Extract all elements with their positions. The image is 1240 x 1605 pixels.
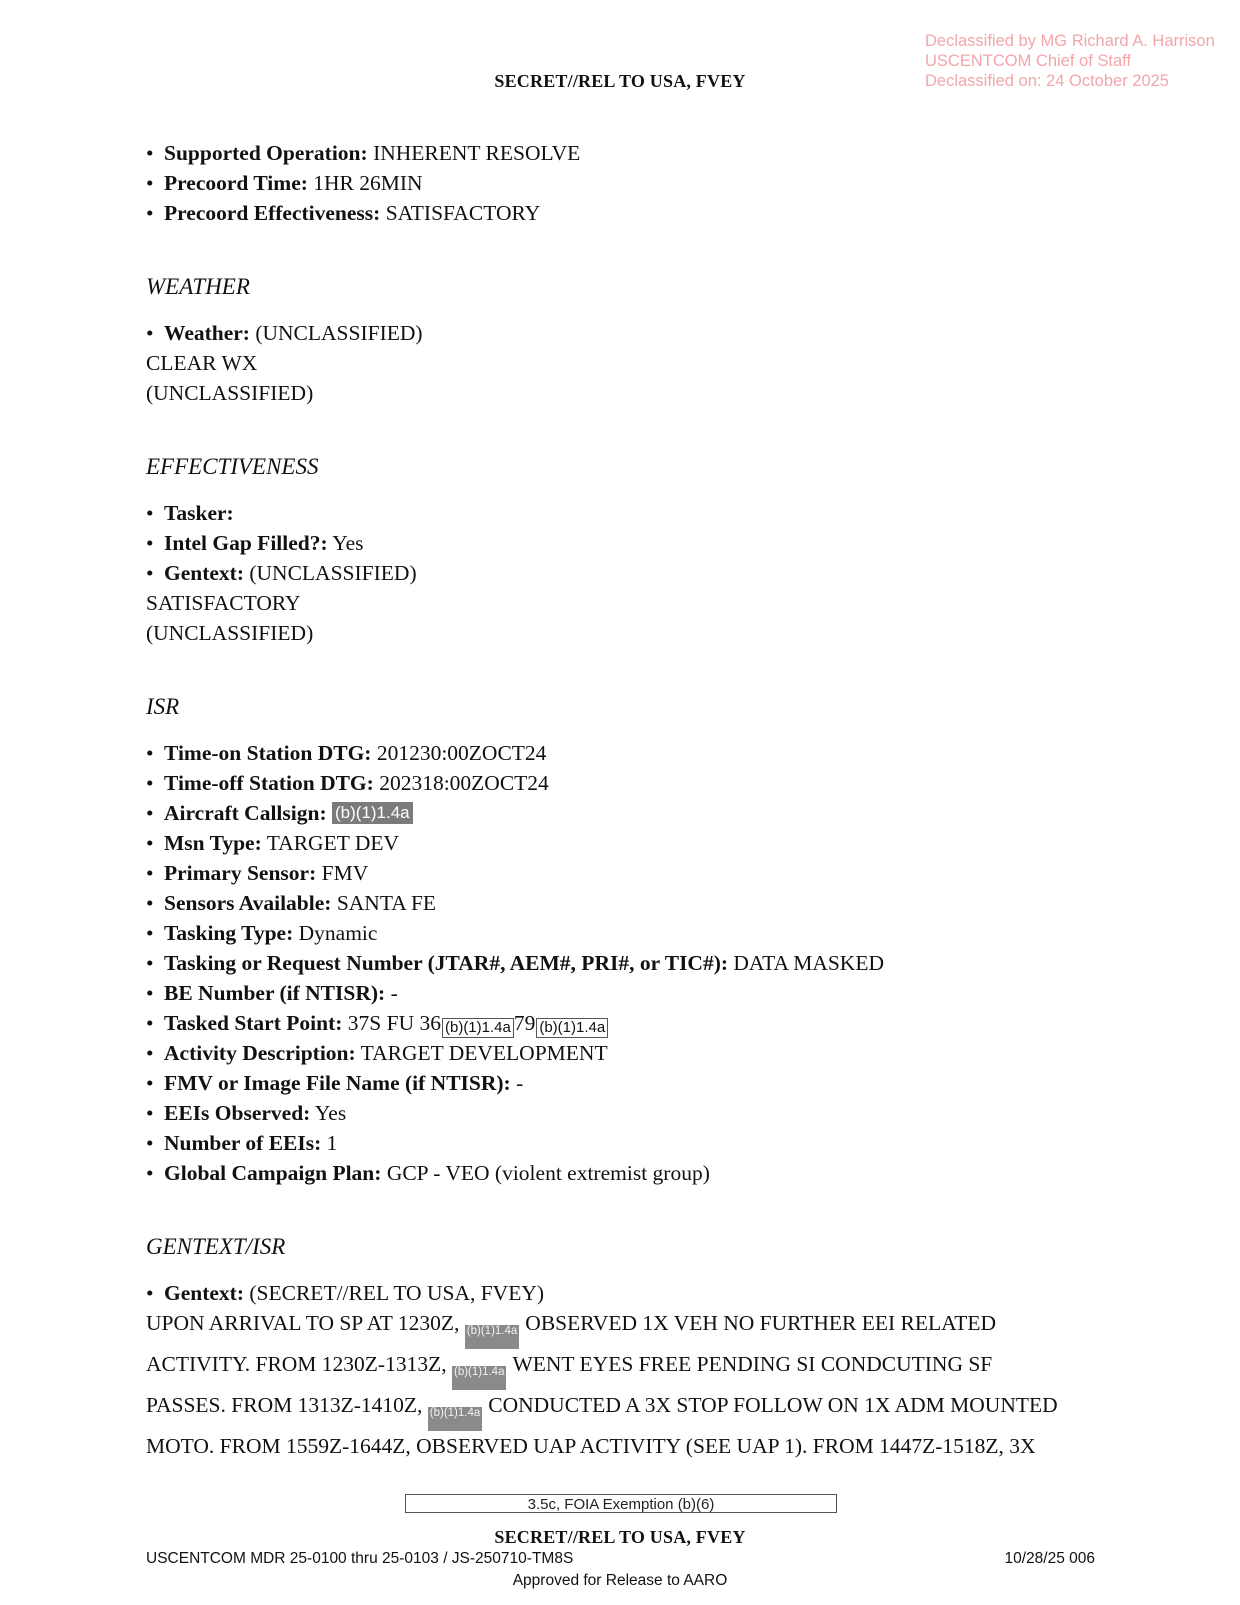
declass-line-3: Declassified on: 24 October 2025 <box>925 72 1169 90</box>
field-label: Tasking or Request Number (JTAR#, AEM#, PRI#, or TIC#): <box>164 951 729 975</box>
field-label: Supported Operation: <box>164 141 368 165</box>
classification-banner-top: SECRET//REL TO USA, FVEY <box>494 71 746 91</box>
field-value: 201230:00ZOCT24 <box>376 741 547 765</box>
list-item <box>146 888 1106 918</box>
isr-list <box>146 738 1106 1188</box>
list-item <box>146 498 1106 528</box>
section-heading-weather: WEATHER <box>146 274 250 299</box>
field-value: TARGET DEVELOPMENT <box>360 1041 608 1065</box>
list-item <box>146 1038 1106 1068</box>
weather-text: CLEAR WX <box>146 351 258 375</box>
field-label: Precoord Effectiveness: <box>164 201 381 225</box>
field-value: Yes <box>332 531 364 555</box>
field-label: Precoord Time: <box>164 171 308 195</box>
list-item <box>146 738 1106 768</box>
field-value: - <box>516 1071 524 1095</box>
gentext-line-4: MOTO. FROM 1559Z-1644Z, OBSERVED UAP ACTIVITY (SEE UAP 1). FROM 1447Z-1518Z, 3X <box>146 1434 1036 1458</box>
gentext-text: CONDUCTED A 3X STOP FOLLOW ON 1X ADM MOUNTED <box>488 1393 1058 1417</box>
release-approval: Approved for Release to AARO <box>512 1572 728 1589</box>
field-label: EEIs Observed: <box>164 1101 311 1125</box>
field-label: Activity Description: <box>164 1041 356 1065</box>
field-label: Tasked Start Point: <box>164 1011 343 1035</box>
redaction-callsign: (b)(1)1.4a <box>332 802 413 824</box>
list-item <box>146 168 1106 198</box>
list-item <box>146 138 1106 168</box>
gentext-line-3 <box>146 1390 1106 1431</box>
gentext-line-1 <box>146 1308 1106 1349</box>
field-label: Tasker: <box>164 501 234 525</box>
list-item <box>146 198 1106 228</box>
field-value: SANTA FE <box>336 891 437 915</box>
effectiveness-classification: (UNCLASSIFIED) <box>146 621 314 645</box>
operation-summary-list <box>146 138 1106 228</box>
field-value: Dynamic <box>298 921 378 945</box>
redaction-gentext-1: (b)(1)1.4a <box>465 1325 520 1349</box>
weather-classification: (UNCLASSIFIED) <box>146 381 314 405</box>
field-value: (SECRET//REL TO USA, FVEY) <box>249 1281 545 1305</box>
field-value: (UNCLASSIFIED) <box>255 321 423 345</box>
field-label: Time-off Station DTG: <box>164 771 374 795</box>
list-item <box>146 768 1106 798</box>
section-heading-effectiveness: EFFECTIVENESS <box>146 454 319 479</box>
field-label: Number of EEIs: <box>164 1131 322 1155</box>
gentext-isr-list <box>146 1278 1106 1308</box>
field-label: FMV or Image File Name (if NTISR): <box>164 1071 511 1095</box>
list-item <box>146 558 1106 588</box>
gentext-text: ACTIVITY. FROM 1230Z-1313Z, <box>146 1352 447 1376</box>
redaction-gentext-3: (b)(1)1.4a <box>428 1407 483 1431</box>
list-item <box>146 1098 1106 1128</box>
document-date-page: 10/28/25 006 <box>1004 1550 1095 1567</box>
field-value: 1 <box>326 1131 338 1155</box>
list-item <box>146 798 1106 828</box>
field-label: BE Number (if NTISR): <box>164 981 386 1005</box>
gentext-line-2 <box>146 1349 1106 1390</box>
effectiveness-list <box>146 498 1106 588</box>
field-value: DATA MASKED <box>733 951 884 975</box>
gentext-text: UPON ARRIVAL TO SP AT 1230Z, <box>146 1311 460 1335</box>
list-item <box>146 978 1106 1008</box>
gentext-text: OBSERVED 1X VEH NO FURTHER EEI RELATED <box>525 1311 997 1335</box>
list-item <box>146 858 1106 888</box>
field-value: - <box>390 981 398 1005</box>
list-item <box>146 948 1106 978</box>
field-label: Time-on Station DTG: <box>164 741 372 765</box>
document-body <box>146 138 1106 1461</box>
redaction-gentext-2: (b)(1)1.4a <box>452 1366 507 1390</box>
gentext-text: WENT EYES FREE PENDING SI CONDCUTING SF <box>512 1352 993 1376</box>
field-label: Aircraft Callsign: <box>164 801 327 825</box>
section-heading-gentext-isr: GENTEXT/ISR <box>146 1234 286 1259</box>
field-value: FMV <box>321 861 369 885</box>
document-id: USCENTCOM MDR 25-0100 thru 25-0103 / JS-250710-TM8S <box>146 1550 574 1567</box>
foia-exemption-box: 3.5c, FOIA Exemption (b)(6) <box>405 1494 837 1513</box>
field-label: Global Campaign Plan: <box>164 1161 382 1185</box>
declass-line-1: Declassified by MG Richard A. Harrison <box>925 32 1215 50</box>
list-item <box>146 918 1106 948</box>
list-item <box>146 1158 1106 1188</box>
list-item <box>146 828 1106 858</box>
list-item <box>146 1278 1106 1308</box>
field-label: Gentext: <box>164 561 244 585</box>
field-label: Sensors Available: <box>164 891 332 915</box>
list-item <box>146 318 1106 348</box>
list-item <box>146 1008 1106 1038</box>
field-value: TARGET DEV <box>266 831 400 855</box>
redaction-start-point-1: (b)(1)1.4a <box>442 1018 514 1038</box>
field-label: Intel Gap Filled?: <box>164 531 328 555</box>
list-item <box>146 1068 1106 1098</box>
field-value: INHERENT RESOLVE <box>373 141 581 165</box>
field-value: 1HR 26MIN <box>313 171 423 195</box>
field-label: Tasking Type: <box>164 921 294 945</box>
field-label: Primary Sensor: <box>164 861 317 885</box>
field-label: Msn Type: <box>164 831 262 855</box>
weather-list <box>146 318 1106 348</box>
list-item <box>146 1128 1106 1158</box>
field-value: (UNCLASSIFIED) <box>249 561 417 585</box>
field-label: Weather: <box>164 321 250 345</box>
effectiveness-text: SATISFACTORY <box>146 591 301 615</box>
field-value: Yes <box>314 1101 347 1125</box>
section-heading-isr: ISR <box>146 694 180 719</box>
field-label: Gentext: <box>164 1281 244 1305</box>
list-item <box>146 528 1106 558</box>
gentext-text: PASSES. FROM 1313Z-1410Z, <box>146 1393 423 1417</box>
classification-banner-bottom: SECRET//REL TO USA, FVEY <box>494 1527 746 1547</box>
field-value: SATISFACTORY <box>385 201 541 225</box>
field-value: GCP - VEO (violent extremist group) <box>386 1161 710 1185</box>
field-value: 79 <box>513 1011 536 1035</box>
redaction-start-point-2: (b)(1)1.4a <box>536 1018 608 1038</box>
declass-line-2: USCENTCOM Chief of Staff <box>925 52 1132 70</box>
field-value: 202318:00ZOCT24 <box>379 771 549 795</box>
field-value: 37S FU 36 <box>347 1011 441 1035</box>
